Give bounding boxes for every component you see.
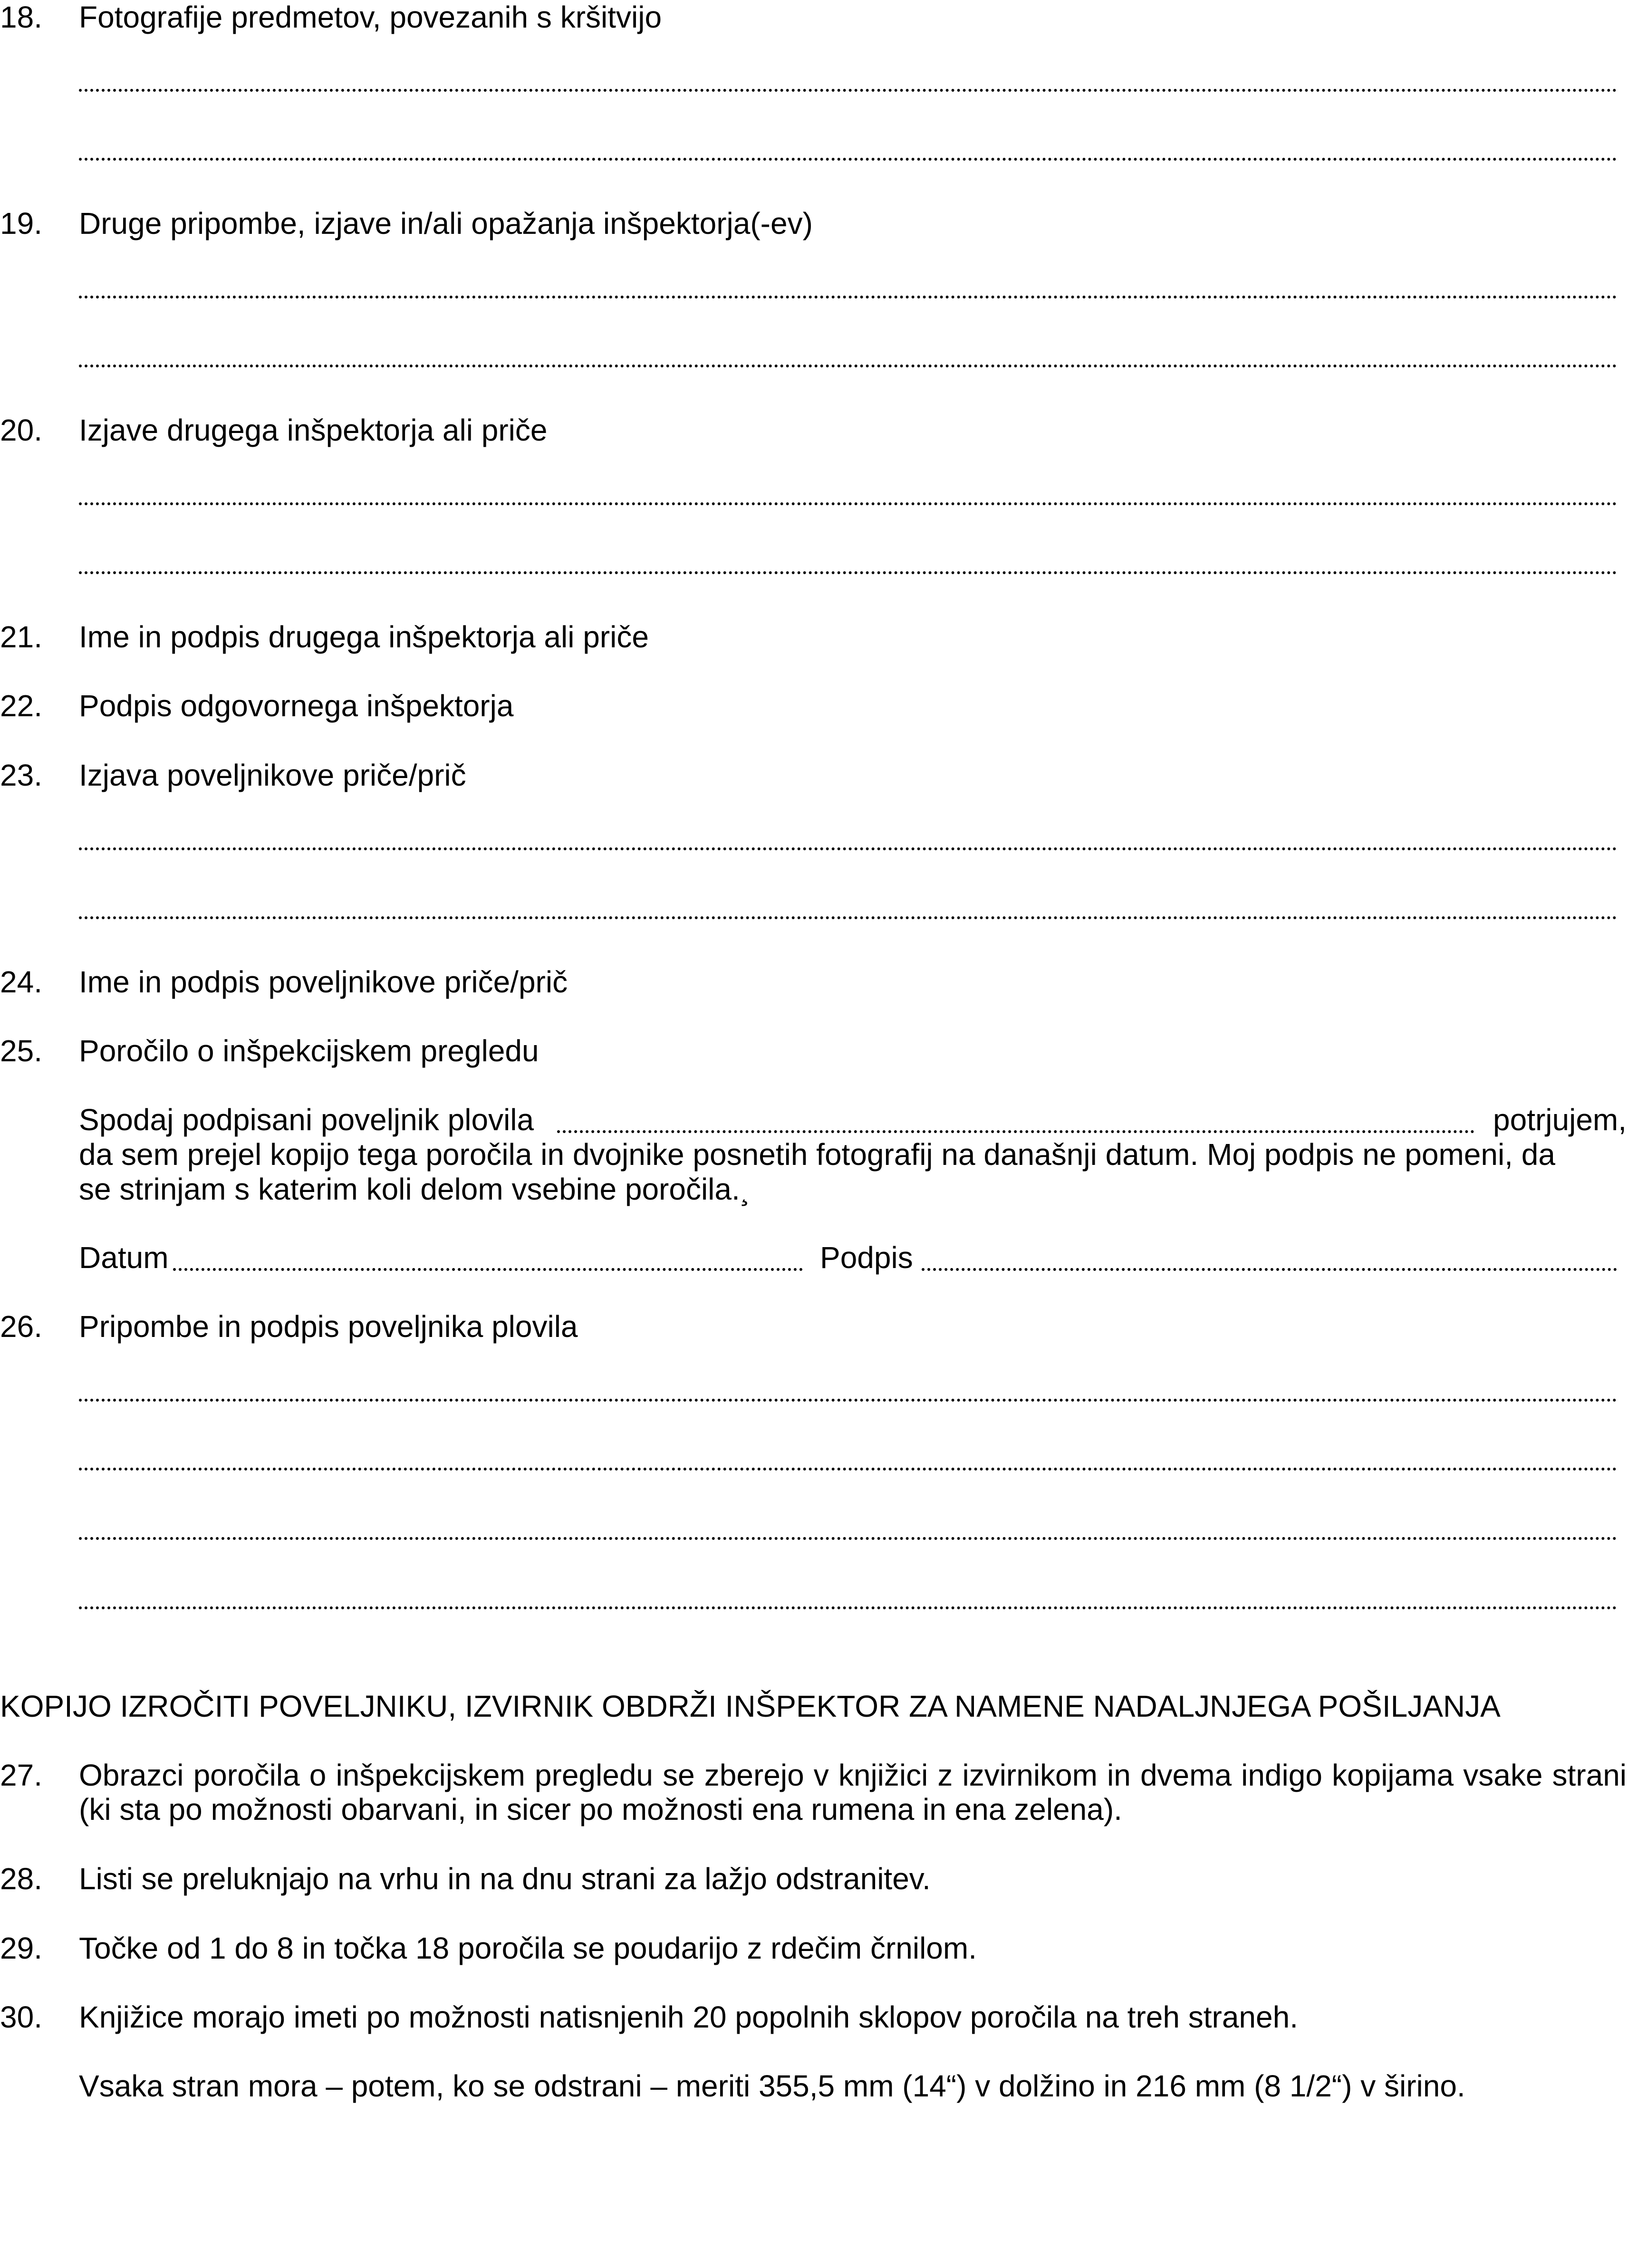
fill-line[interactable] <box>79 296 1617 298</box>
item-label: Podpis odgovornega inšpektorja <box>79 689 514 723</box>
item-21 <box>0 620 1628 654</box>
item-number: 21. <box>0 620 42 654</box>
item-number: 29. <box>0 1931 42 1965</box>
statement-line-3 <box>79 1172 1617 1206</box>
item-label: Fotografije predmetov, povezanih s kršitvijo <box>79 0 662 34</box>
item-number: 30. <box>0 2000 42 2034</box>
item-24 <box>0 965 1628 999</box>
statement-line-1 <box>79 1103 1627 1137</box>
item-19 <box>0 206 1628 240</box>
item-text: Listi se preluknjajo na vrhu in na dnu strani za lažjo odstranitev. <box>79 1862 931 1896</box>
item-29 <box>0 1931 1628 1965</box>
fill-line[interactable] <box>79 1537 1617 1540</box>
statement-end: se strinjam s katerim koli delom vsebine poročila.¸ <box>79 1172 751 1206</box>
date-label: Datum <box>79 1240 169 1275</box>
item-text: Točke od 1 do 8 in točka 18 poročila se poudarijo z rdečim črnilom. <box>79 1931 977 1965</box>
item-22 <box>0 689 1628 723</box>
item-text: Knjižice morajo imeti po možnosti natisnjenih 20 popolnih sklopov poročila na treh straneh. <box>79 2000 1298 2034</box>
signature-label: Podpis <box>820 1240 913 1275</box>
date-field[interactable] <box>173 1268 803 1271</box>
item-30 <box>0 2000 1628 2034</box>
item-label: Izjava poveljnikove priče/prič <box>79 758 466 792</box>
statement-tail: potrjujem, <box>1493 1103 1627 1137</box>
item-label: Ime in podpis drugega inšpektorja ali priče <box>79 620 649 654</box>
item-label: Ime in podpis poveljnikove priče/prič <box>79 965 568 999</box>
item-text: Obrazci poročila o inšpekcijskem pregledu se zberejo v knjižici z izvirnikom in dvema indigo kopijama vsake strani (ki sta po možnosti obarvani, in sicer po možnosti ena rumena in ena zelena). <box>79 1758 1627 1826</box>
signature-field[interactable] <box>922 1268 1617 1271</box>
item-20 <box>0 413 1628 447</box>
captain-name-field[interactable] <box>557 1130 1474 1133</box>
fill-line[interactable] <box>79 1468 1617 1470</box>
item-label: Poročilo o inšpekcijskem pregledu <box>79 1034 539 1068</box>
fill-line[interactable] <box>79 1606 1617 1609</box>
size-note <box>0 2069 1628 2103</box>
item-27 <box>0 1758 1628 1827</box>
item-number: 26. <box>0 1309 42 1344</box>
item-18 <box>0 0 1628 34</box>
item-26 <box>0 1309 1628 1344</box>
size-note-text: Vsaka stran mora – potem, ko se odstrani – meriti 355,5 mm (14“) v dolžino in 216 mm (8 1/2“) v širino. <box>79 2069 1465 2103</box>
item-label: Pripombe in podpis poveljnika plovila <box>79 1309 578 1344</box>
item-number: 27. <box>0 1758 42 1792</box>
item-label: Druge pripombe, izjave in/ali opažanja inšpektorja(-ev) <box>79 206 813 240</box>
item-number: 25. <box>0 1034 42 1068</box>
item-number: 24. <box>0 965 42 999</box>
fill-line[interactable] <box>79 571 1617 574</box>
item-number: 19. <box>0 206 42 240</box>
fill-line[interactable] <box>79 365 1617 367</box>
fill-line[interactable] <box>79 1399 1617 1402</box>
date-signature-row <box>79 1240 1617 1275</box>
item-number: 28. <box>0 1862 42 1896</box>
statement-lead: Spodaj podpisani poveljnik plovila <box>79 1103 534 1137</box>
fill-line[interactable] <box>79 158 1617 161</box>
fill-line[interactable] <box>79 847 1617 850</box>
fill-line[interactable] <box>79 916 1617 919</box>
item-28 <box>0 1862 1628 1896</box>
item-23 <box>0 758 1628 792</box>
distribution-notice <box>0 1689 1628 1723</box>
item-number: 20. <box>0 413 42 447</box>
item-label: Izjave drugega inšpektorja ali priče <box>79 413 548 447</box>
item-number: 18. <box>0 0 42 34</box>
fill-line[interactable] <box>79 502 1617 505</box>
notice-text: KOPIJO IZROČITI POVELJNIKU, IZVIRNIK OBDRŽI INŠPEKTOR ZA NAMENE NADALJNJEGA POŠILJANJA <box>0 1689 1501 1723</box>
item-25 <box>0 1034 1628 1068</box>
item-number: 23. <box>0 758 42 792</box>
item-number: 22. <box>0 689 42 723</box>
fill-line[interactable] <box>79 89 1617 92</box>
statement-line-2: da sem prejel kopijo tega poročila in dvojnike posnetih fotografij na današnji datum. Moj podpis ne pomeni, da <box>79 1137 1555 1172</box>
